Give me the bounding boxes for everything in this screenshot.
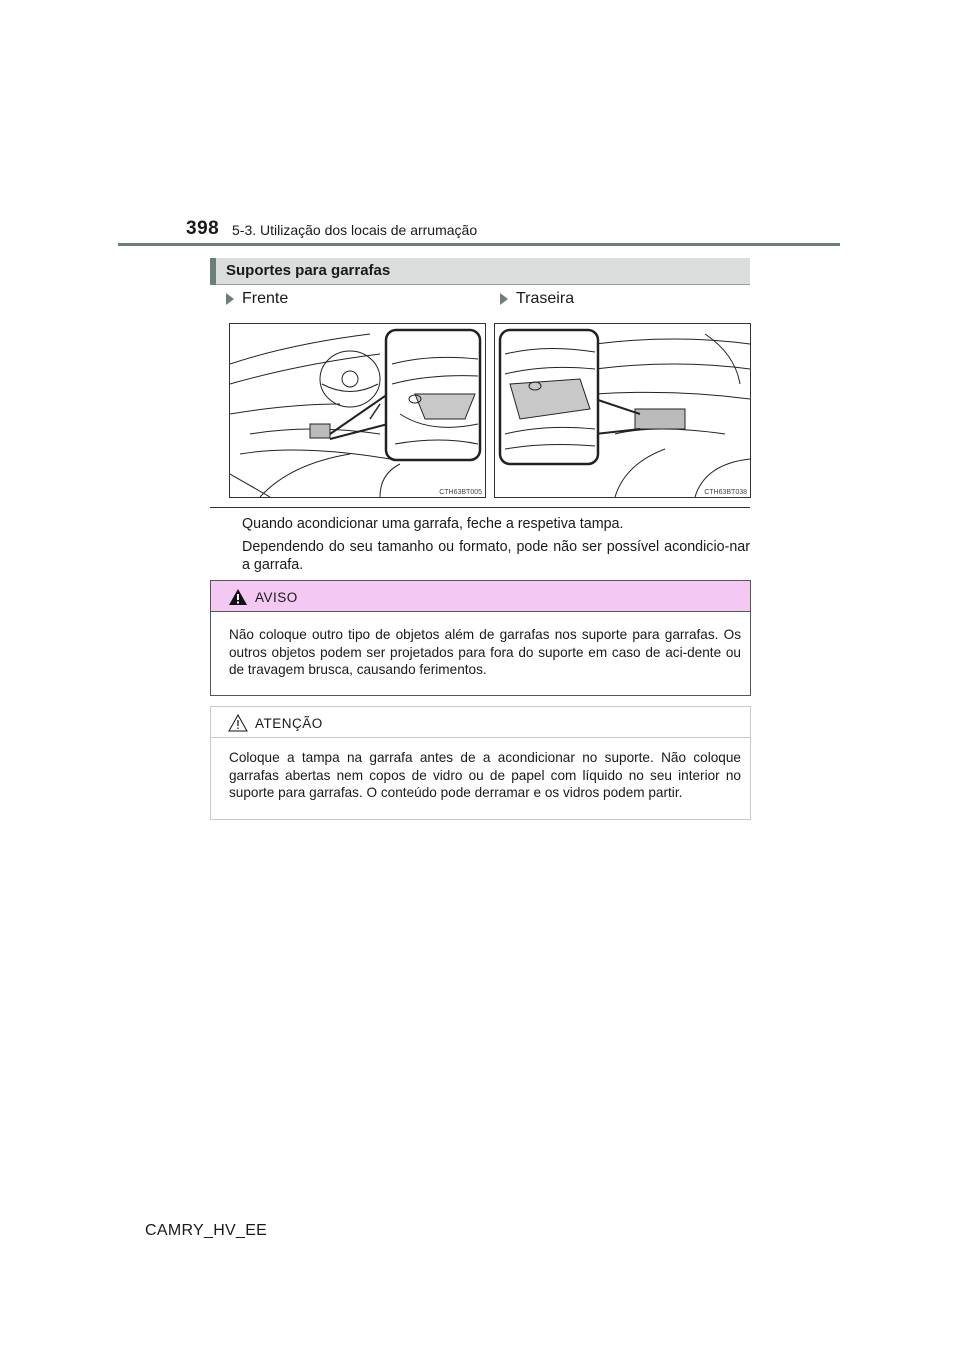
warning-title: AVISO [255,590,298,605]
figure-code-rear: CTH63BT038 [704,489,747,496]
triangle-bullet-icon [226,293,234,305]
page-number: 398 [186,218,220,239]
caution-box [210,706,751,820]
figure-front-illustration [229,323,486,498]
caution-triangle-outline-icon [228,714,248,732]
caution-text: Coloque a tampa na garrafa antes de a acondicionar no suporte. Não coloque garrafas abertas nem copos de vidro ou de papel com líquido no seu interior no suporte para garrafas. O conteúdo pode derramar e os vidros podem partir. [229,750,741,800]
figure-label-front-text: Frente [242,290,289,307]
figure-label-front [226,290,288,308]
triangle-bullet-icon [500,293,508,305]
heading-accent [210,258,216,285]
warning-triangle-icon [228,588,248,606]
figure-code-front: CTH63BT005 [439,489,482,496]
section-heading: Suportes para garrafas [226,262,391,279]
figure-rear-illustration [494,323,751,498]
caution-box-header [211,707,750,738]
section-title: 5-3. Utilização dos locais de arrumação [232,222,478,238]
warning-box-header [211,581,750,612]
section-heading-bar [210,258,750,285]
figure-bottom-rule [210,507,750,508]
figure-label-rear-text: Traseira [516,290,575,307]
warning-text: Não coloque outro tipo de objetos além de garrafas nos suporte para garrafas. Os outros objetos podem ser projetados para fora do suporte em caso de aci-dente ou de travagem brusca, causando ferimentos. [229,627,741,677]
body-paragraph-2: Dependendo do seu tamanho ou formato, pode não ser possível acondicio-nar a garrafa. [242,539,750,573]
footer-document-code: CAMRY_HV_EE [145,1222,268,1239]
header-rule [118,243,840,246]
caution-title: ATENÇÃO [255,716,323,731]
figure-label-rear [500,290,574,308]
body-paragraph-1: Quando acondicionar uma garrafa, feche a respetiva tampa. [242,516,624,532]
warning-box [210,580,751,696]
